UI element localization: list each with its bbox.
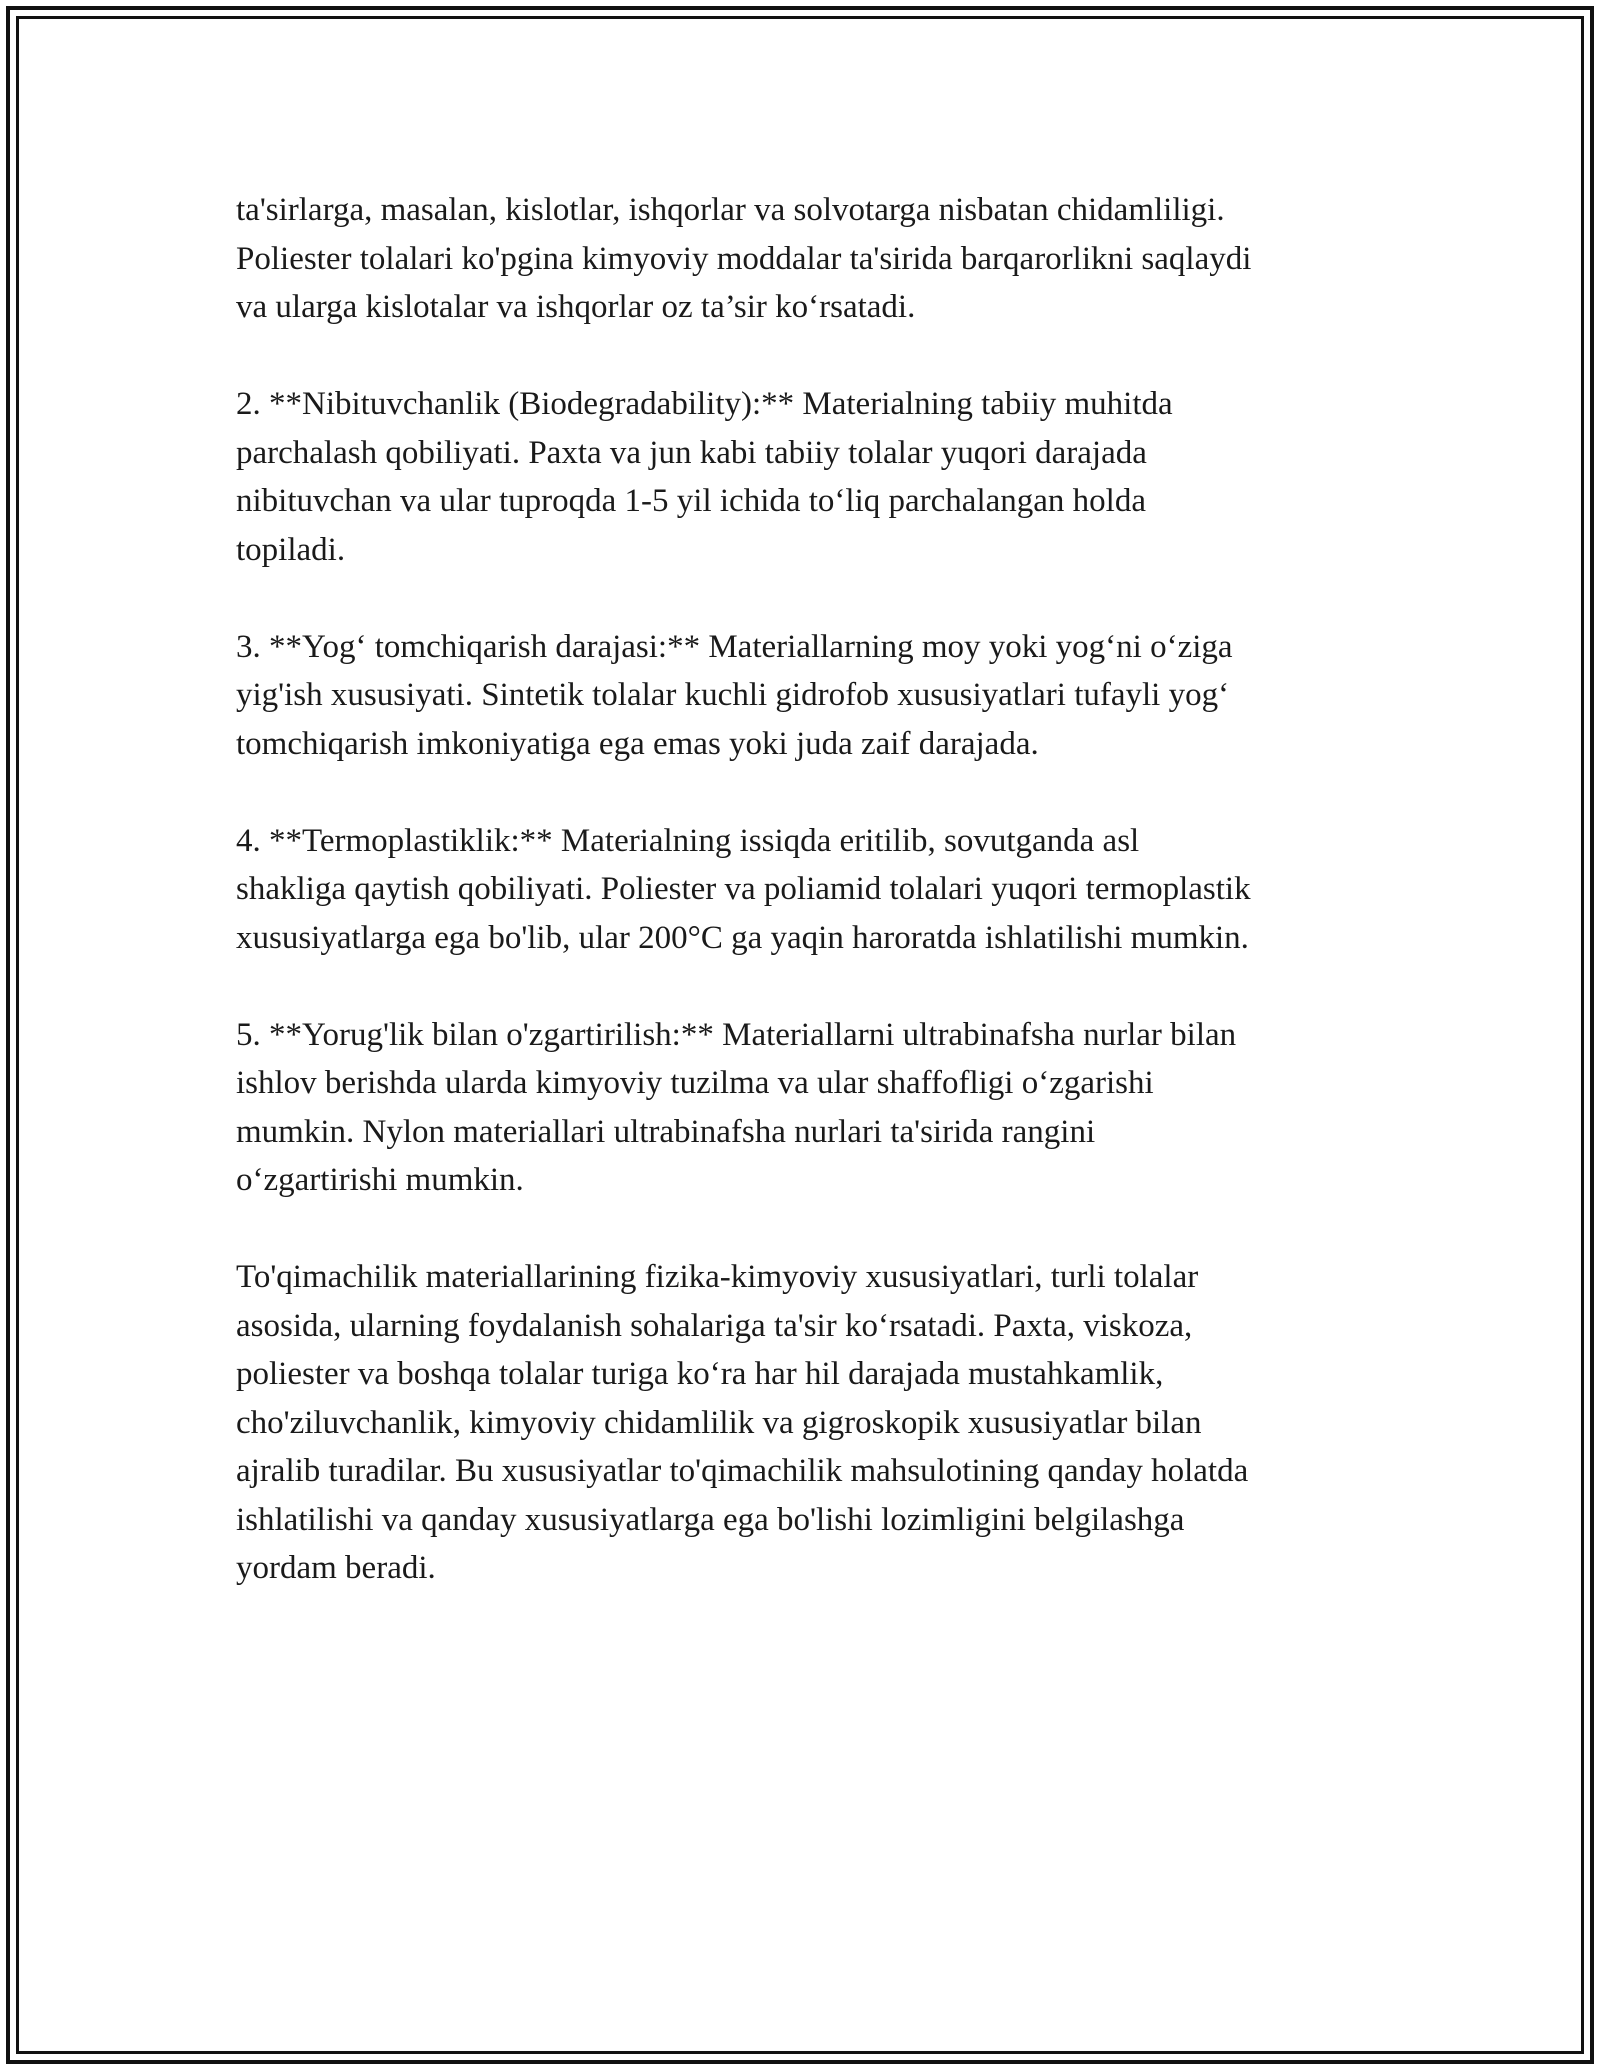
text-line: tomchiqarish imkoniyatiga ega emas yoki juda zaif darajada. [236,725,1039,762]
document-body [236,186,1386,1641]
text-line: ishlatilishi va qanday xususiyatlarga ega bo'lishi lozimligini belgilashga [236,1501,1185,1538]
text-line: 4. **Termoplastiklik:** Materialning issiqda eritilib, sovutganda asl [236,822,1140,859]
text-line: yig'ish xususiyati. Sintetik tolalar kuchli gidrofob xususiyatlari tufayli yog‘ [236,677,1230,713]
text-line: 5. **Yorug'lik bilan o'zgartirilish:** Materiallarni ultrabinafsha nurlar bilan [236,1016,1237,1053]
paragraph-biodegradability [236,380,1386,574]
text-line: asosida, ularning foydalanish sohalariga ta'sir ko‘rsatadi. Paxta, viskoza, [236,1307,1193,1344]
text-line: parchalash qobiliyati. Paxta va jun kabi tabiiy tolalar yuqori darajada [236,434,1147,471]
text-line: cho'ziluvchanlik, kimyoviy chidamlilik va gigroskopik xususiyatlar bilan [236,1404,1202,1441]
text-line: ta'sirlarga, masalan, kislotlar, ishqorlar va solvotarga nisbatan chidamliligi. [236,192,1225,228]
text-line: va ularga kislotalar va ishqorlar oz ta’sir ko‘rsatadi. [236,289,916,325]
text-line: yordam beradi. [236,1550,436,1586]
text-line: xususiyatlarga ega bo'lib, ular 200°C ga yaqin haroratda ishlatilishi mumkin. [236,919,1249,956]
text-line: Poliester tolalari ko'pgina kimyoviy moddalar ta'sirida barqarorlikni saqlaydi [236,240,1252,277]
paragraph-oil-absorption [236,623,1386,769]
paragraph-conclusion [236,1253,1386,1593]
text-line: ajralib turadilar. Bu xususiyatlar to'qimachilik mahsulotining qanday holatda [236,1453,1249,1489]
text-line: To'qimachilik materiallarining fizika-kimyoviy xususiyatlari, turli tolalar [236,1259,1199,1295]
text-line: topiladi. [236,531,346,568]
text-line: 2. **Nibituvchanlik (Biodegradability):** Materialning tabiiy muhitda [236,386,1173,422]
text-line: shakliga qaytish qobiliyati. Poliester va poliamid tolalari yuqori termoplastik [236,871,1251,907]
paragraph-thermoplasticity [236,817,1386,963]
text-line: 3. **Yog‘ tomchiqarish darajasi:** Materiallarning moy yoki yog‘ni o‘ziga [236,628,1233,665]
text-line: o‘zgartirishi mumkin. [236,1162,524,1198]
text-line: poliester va boshqa tolalar turiga ko‘ra har hil darajada mustahkamlik, [236,1356,1164,1392]
paragraph-light-change [236,1011,1386,1205]
paragraph-chemical-resistance [236,186,1386,332]
text-line: mumkin. Nylon materiallari ultrabinafsha nurlari ta'sirida rangini [236,1113,1096,1150]
text-line: ishlov berishda ularda kimyoviy tuzilma va ular shaffofligi o‘zgarishi [236,1065,1154,1101]
text-line: nibituvchan va ular tuproqda 1-5 yil ichida to‘liq parchalangan holda [236,483,1146,519]
